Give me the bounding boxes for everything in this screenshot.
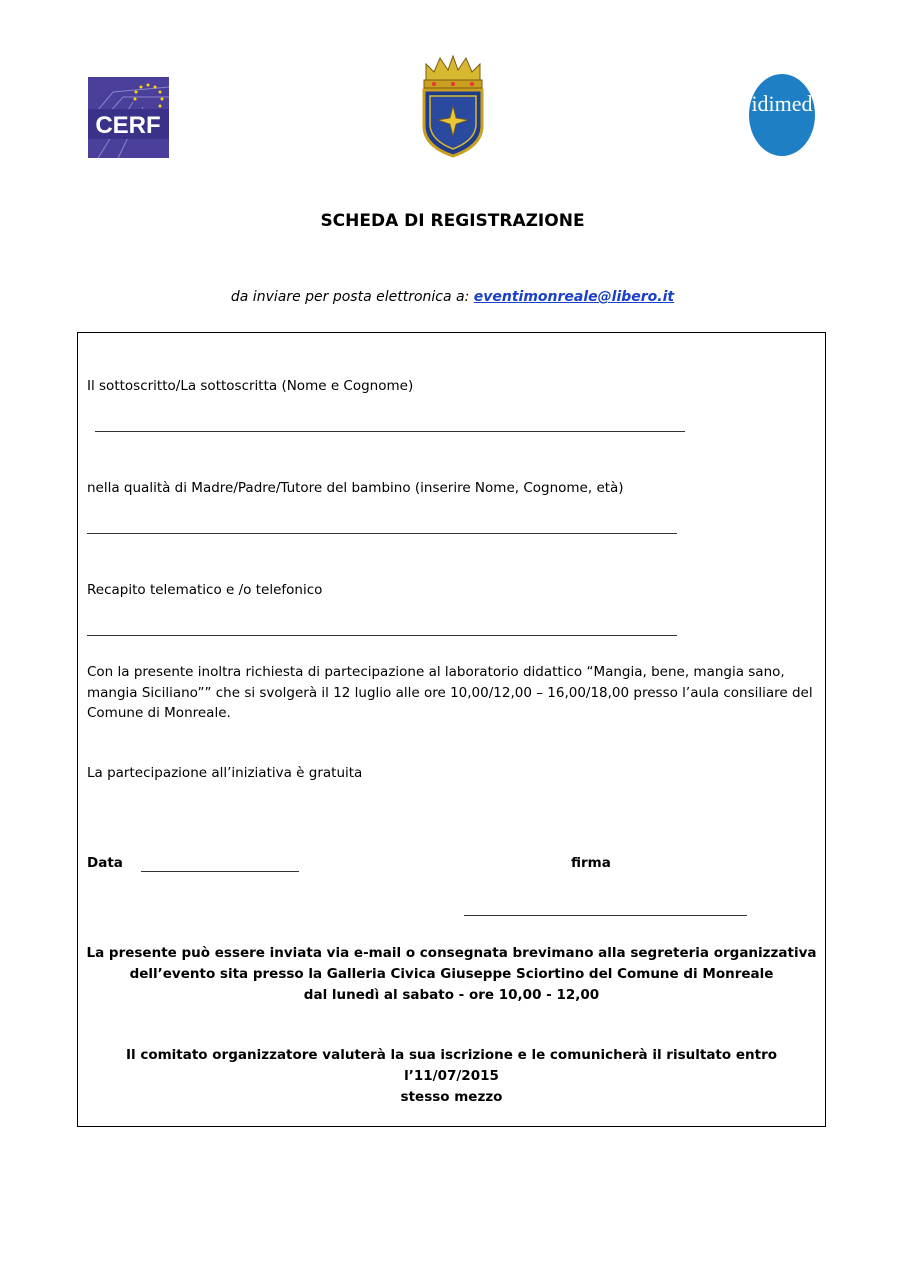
submission-notice [78,943,825,1006]
cerf-logo [88,77,169,158]
send-prefix: da inviare per posta elettronica a: [230,289,474,305]
date-field[interactable] [141,871,299,872]
contact-field[interactable] [87,635,677,636]
committee-notice [78,1045,825,1108]
child-details-field[interactable] [87,533,677,534]
send-instructions [0,289,905,305]
notice-line: dell’evento sita presso la Galleria Civica Giuseppe Sciortino del Comune di Monreale [129,966,774,982]
committee-line: stesso mezzo [400,1089,503,1105]
date-label: Data [87,855,123,871]
capacity-label: nella qualità di Madre/Padre/Tutore del bambino (inserire Nome, Cognome, età) [87,480,624,496]
request-paragraph: Con la presente inoltra richiesta di partecipazione al laboratorio didattico “Mangia, bene, mangia sano, mangia Siciliano”” che si svolgerà il 12 luglio alle ore 10,00/12,00 – 16,00/18,00 presso l’aula consiliare del Comune di Monreale. [87,664,813,721]
signatory-label: Il sottoscritto/La sottoscritta (Nome e Cognome) [87,378,414,394]
committee-line: Il comitato organizzatore valuterà la sua iscrizione e le comunicherà il risultato entro l’11/07/2015 [125,1047,778,1084]
notice-line: dal lunedì al sabato - ore 10,00 - 12,00 [303,987,600,1003]
svg-text:CERF: CERF [95,112,161,139]
notice-line: La presente può essere inviata via e-mail o consegnata brevimano alla segreteria organizzativa [86,945,817,961]
idimed-logo [748,73,816,157]
email-link[interactable]: eventimonreale@libero.it [473,289,675,305]
signature-label: firma [571,855,611,871]
signature-field[interactable] [464,915,747,916]
contact-label: Recapito telematico e /o telefonico [87,582,323,598]
registration-form-box [77,332,826,1127]
signatory-name-field[interactable] [95,431,685,432]
svg-text:idimed: idimed [751,91,813,116]
free-participation-text: La partecipazione all’iniziativa è gratuita [87,765,363,781]
monreale-crest-logo [418,54,488,158]
page-title: SCHEDA DI REGISTRAZIONE [320,211,585,231]
